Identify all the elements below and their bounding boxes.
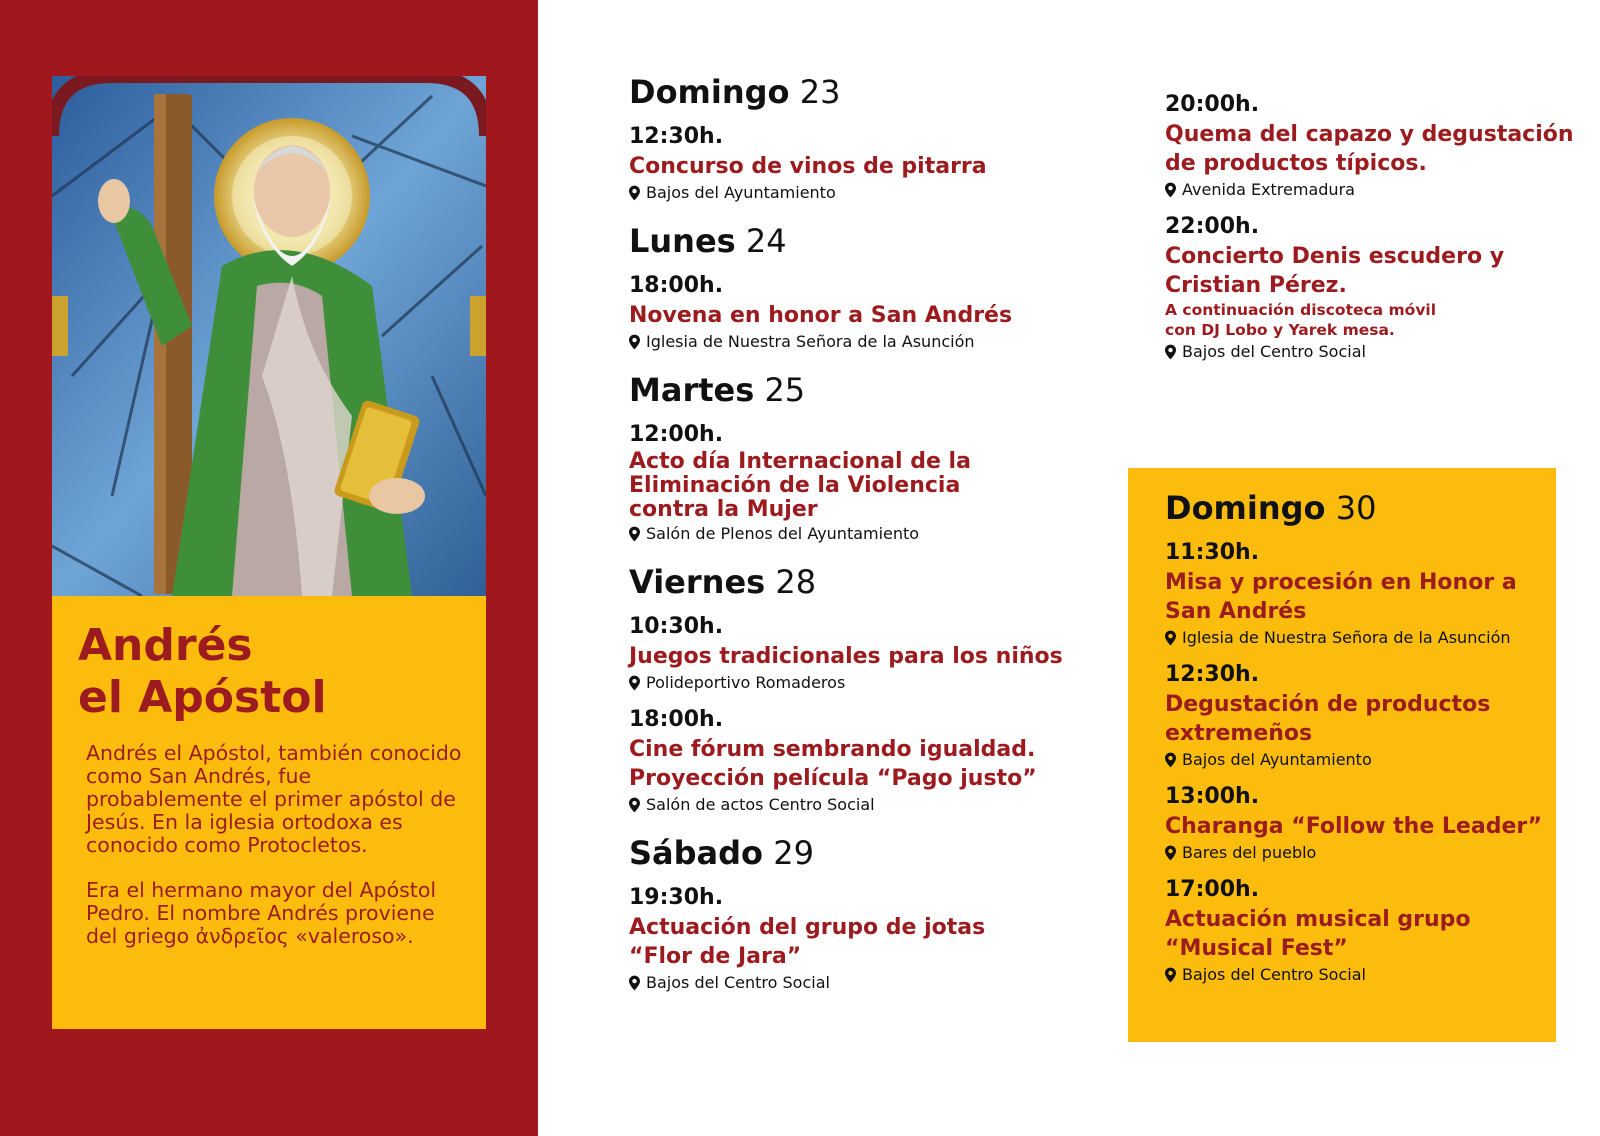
- event-location: [1165, 841, 1553, 865]
- map-pin-icon: [1165, 845, 1176, 861]
- event-time: 12:30h.: [1165, 662, 1260, 687]
- event-title: Degustación de productos extremeños: [1165, 692, 1491, 746]
- event-title: Concurso de vinos de pitarra: [629, 154, 987, 179]
- day-number: 25: [764, 371, 806, 409]
- event-time: 10:30h.: [629, 614, 724, 639]
- event-time: 19:30h.: [629, 885, 724, 910]
- event-title: Quema del capazo y degustación de productos típicos.: [1165, 122, 1574, 176]
- event-item: [629, 883, 1089, 995]
- event-item: [1165, 660, 1553, 772]
- day-number: 28: [775, 563, 817, 601]
- event-item: [629, 271, 1089, 354]
- event-location-text: Bajos del Ayuntamiento: [646, 183, 836, 202]
- map-pin-icon: [629, 526, 640, 542]
- event-location: [629, 522, 1089, 546]
- day-heading-sabado-29: [629, 831, 1089, 875]
- bio-paragraph-2: Era el hermano mayor del Apóstol Pedro. El nombre Andrés proviene del griego ἀνδρεῖος «valeroso».: [86, 878, 437, 948]
- event-item: [629, 705, 1089, 817]
- event-time: 13:00h.: [1165, 784, 1260, 809]
- event-time: 18:00h.: [629, 273, 724, 298]
- event-item: [1165, 782, 1553, 865]
- day-number: 30: [1335, 489, 1377, 527]
- day-heading-domingo-23: [629, 70, 1089, 114]
- map-pin-icon: [629, 675, 640, 691]
- event-location-text: Bajos del Centro Social: [1182, 965, 1366, 984]
- saint-title-line1: Andrés: [78, 620, 253, 671]
- event-location: [629, 330, 1089, 354]
- event-item: [1165, 538, 1553, 650]
- event-item: [629, 612, 1089, 695]
- day-number: 29: [773, 834, 814, 872]
- event-time: 17:00h.: [1165, 877, 1260, 902]
- saint-bio-card: [52, 596, 486, 1029]
- day-heading-viernes-28: [629, 560, 1089, 604]
- day-heading-domingo-30: [1165, 486, 1553, 530]
- day-heading-lunes-24: [629, 219, 1089, 263]
- event-location-text: Iglesia de Nuestra Señora de la Asunción: [1182, 628, 1511, 647]
- schedule-column-right: [1165, 90, 1595, 364]
- event-time: 12:00h.: [629, 422, 724, 447]
- event-location: [629, 971, 1089, 995]
- event-location-text: Bajos del Centro Social: [1182, 342, 1366, 361]
- map-pin-icon: [629, 797, 640, 813]
- day-heading-martes-25: [629, 368, 1089, 412]
- event-item: [629, 122, 1089, 205]
- event-location-text: Polideportivo Romaderos: [646, 673, 846, 692]
- event-location: [629, 793, 1089, 817]
- event-item: [629, 420, 1089, 546]
- event-title: Actuación del grupo de jotas “Flor de Jara”: [629, 915, 986, 969]
- event-location-text: Iglesia de Nuestra Señora de la Asunción: [646, 332, 975, 351]
- event-time: 18:00h.: [629, 707, 724, 732]
- day-name: Martes: [629, 371, 755, 409]
- event-time: 22:00h.: [1165, 214, 1260, 239]
- event-location: [1165, 963, 1553, 987]
- event-item: [1165, 212, 1595, 364]
- event-time: 11:30h.: [1165, 540, 1260, 565]
- day-name: Lunes: [629, 222, 736, 260]
- event-title: Actuación musical grupo “Musical Fest”: [1165, 907, 1471, 961]
- highlight-box-content: [1165, 486, 1553, 987]
- event-title: Charanga “Follow the Leader”: [1165, 814, 1543, 839]
- map-pin-icon: [1165, 967, 1176, 983]
- day-number: 24: [745, 222, 787, 260]
- event-title: Cine fórum sembrando igualdad. Proyección película “Pago justo”: [629, 737, 1037, 791]
- highlight-box-domingo-30: [1128, 468, 1556, 1042]
- event-location-text: Bajos del Ayuntamiento: [1182, 750, 1372, 769]
- event-location: [1165, 178, 1595, 202]
- event-location: [1165, 340, 1595, 364]
- map-pin-icon: [629, 334, 640, 350]
- saint-andrew-stained-glass-image: [52, 76, 486, 596]
- event-title: Misa y procesión en Honor a San Andrés: [1165, 570, 1517, 624]
- event-note: A continuación discoteca móvil con DJ Lobo y Yarek mesa.: [1165, 301, 1437, 339]
- day-name: Sábado: [629, 834, 764, 872]
- event-location: [629, 671, 1089, 695]
- map-pin-icon: [629, 185, 640, 201]
- map-pin-icon: [1165, 182, 1176, 198]
- event-location-text: Bares del pueblo: [1182, 843, 1317, 862]
- event-time: 20:00h.: [1165, 92, 1260, 117]
- day-name: Viernes: [629, 563, 766, 601]
- event-item: [1165, 90, 1595, 202]
- map-pin-icon: [1165, 752, 1176, 768]
- map-pin-icon: [629, 975, 640, 991]
- day-name: Domingo: [629, 73, 790, 111]
- bio-paragraph-1: Andrés el Apóstol, también conocido como San Andrés, fue probablemente el primer apóstol de Jesús. En la iglesia ortodoxa es conocido como Protocletos.: [86, 741, 462, 857]
- event-location-text: Avenida Extremadura: [1182, 180, 1355, 199]
- event-title: Concierto Denis escudero y Cristian Pérez.: [1165, 244, 1505, 298]
- event-title: Juegos tradicionales para los niños: [629, 644, 1063, 669]
- day-number: 23: [799, 73, 841, 111]
- event-title: Novena en honor a San Andrés: [629, 303, 1013, 328]
- event-location-text: Salón de actos Centro Social: [646, 795, 875, 814]
- event-item: [1165, 875, 1553, 987]
- event-location: [629, 181, 1089, 205]
- event-location-text: Bajos del Centro Social: [646, 973, 830, 992]
- saint-bio: [86, 742, 466, 970]
- saint-title: [78, 620, 327, 724]
- day-name: Domingo: [1165, 489, 1326, 527]
- event-location-text: Salón de Plenos del Ayuntamiento: [646, 524, 920, 543]
- schedule-column-middle: [629, 70, 1089, 995]
- map-pin-icon: [1165, 630, 1176, 646]
- event-location: [1165, 626, 1553, 650]
- map-pin-icon: [1165, 344, 1176, 360]
- saint-title-line2: el Apóstol: [78, 672, 327, 723]
- event-location: [1165, 748, 1553, 772]
- event-time: 12:30h.: [629, 124, 724, 149]
- event-title: Acto día Internacional de la Eliminación de la Violencia contra la Mujer: [629, 449, 971, 522]
